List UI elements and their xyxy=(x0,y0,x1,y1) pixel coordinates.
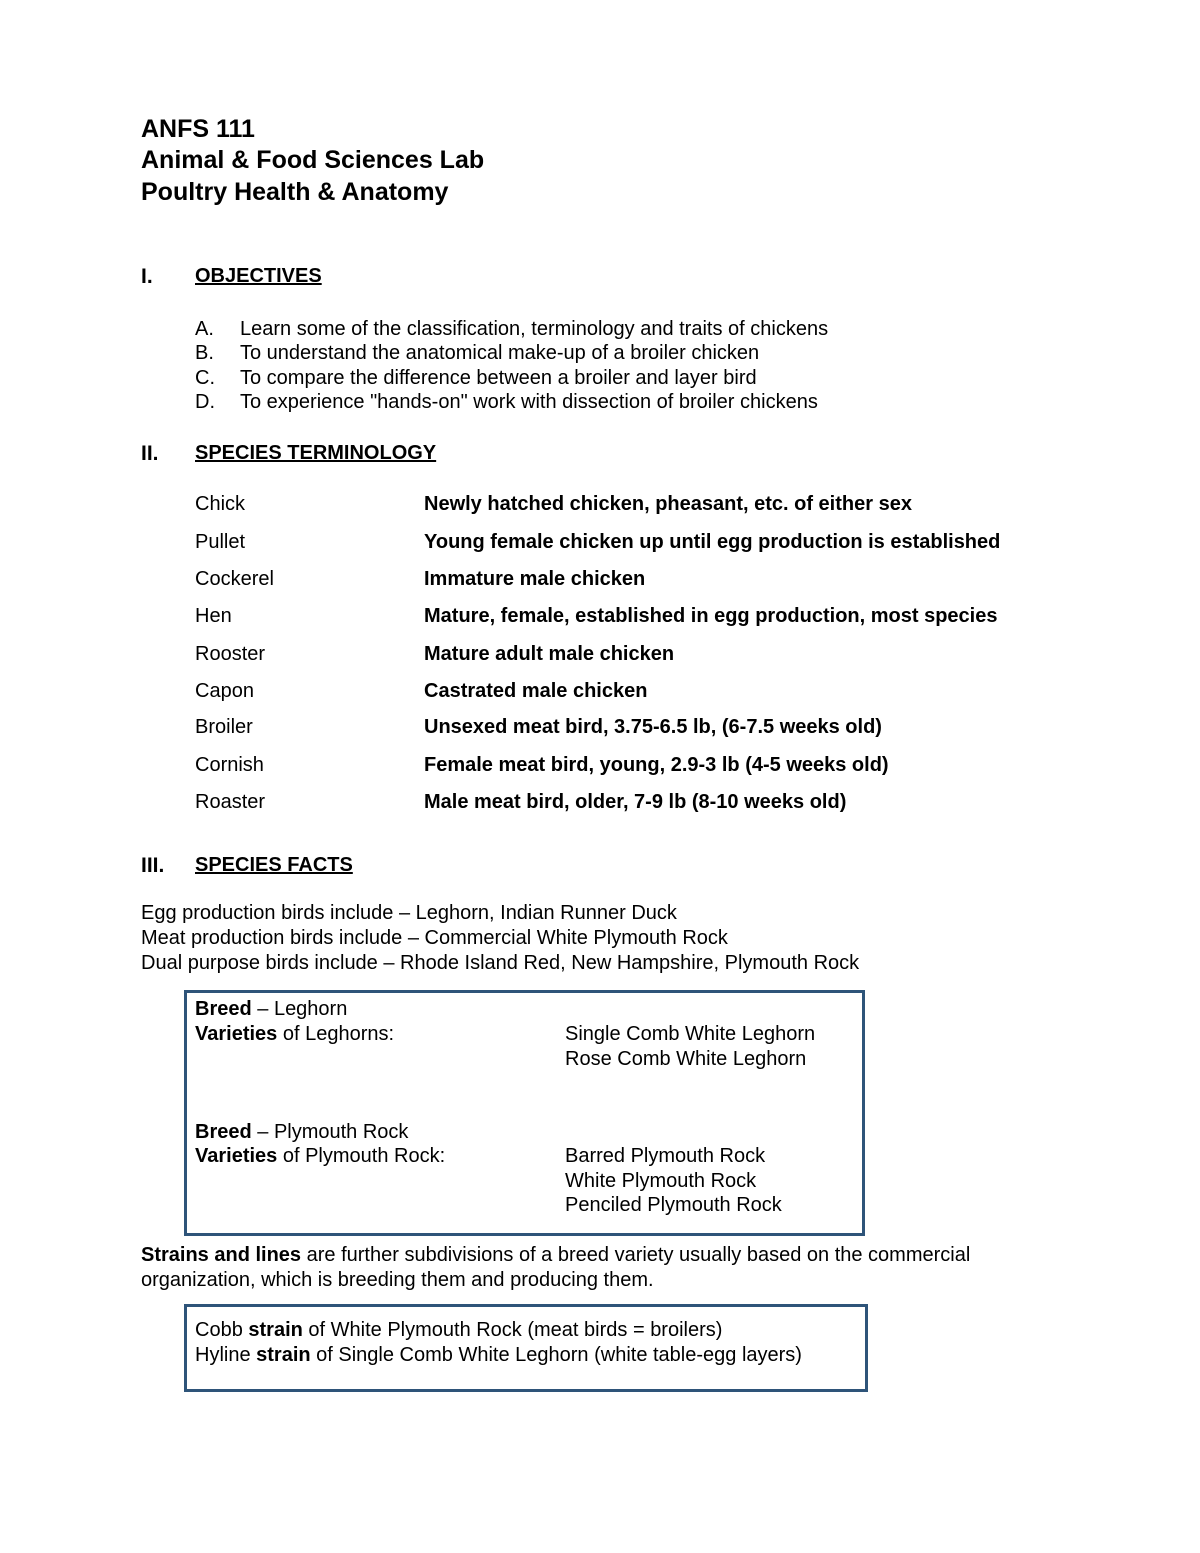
term-definition: Mature, female, established in egg production, most species xyxy=(424,605,998,627)
lab-title: Animal & Food Sciences Lab xyxy=(141,146,485,174)
topic-title: Poultry Health & Anatomy xyxy=(141,178,449,206)
variety-item: White Plymouth Rock xyxy=(565,1170,757,1192)
term-definition: Young female chicken up until egg production is established xyxy=(424,531,1001,553)
strain-line: Hyline strain of Single Comb White Leghorn (white table-egg layers) xyxy=(195,1344,802,1366)
term-definition: Newly hatched chicken, pheasant, etc. of either sex xyxy=(424,493,912,515)
section-1-number: I. xyxy=(141,265,153,288)
term-definition: Male meat bird, older, 7-9 lb (8-10 weeks old) xyxy=(424,791,847,813)
section-2-number: II. xyxy=(141,442,159,465)
term-definition: Immature male chicken xyxy=(424,568,646,590)
section-3-number: III. xyxy=(141,854,165,877)
varieties-line: Varieties of Leghorns: xyxy=(195,1023,395,1045)
strains-paragraph-line-2: organization, which is breeding them and producing them. xyxy=(141,1269,654,1291)
breed-line: Breed – Leghorn xyxy=(195,998,348,1020)
course-title: ANFS 111 xyxy=(141,115,255,143)
fact-line: Egg production birds include – Leghorn, Indian Runner Duck xyxy=(141,902,677,924)
term-definition: Female meat bird, young, 2.9-3 lb (4-5 weeks old) xyxy=(424,754,889,776)
term-label: Roaster xyxy=(195,791,266,813)
fact-line: Dual purpose birds include – Rhode Island Red, New Hampshire, Plymouth Rock xyxy=(141,952,860,974)
variety-item: Rose Comb White Leghorn xyxy=(565,1048,807,1070)
section-3-heading: SPECIES FACTS xyxy=(195,854,353,876)
term-label: Hen xyxy=(195,605,232,627)
strain-line: Cobb strain of White Plymouth Rock (meat birds = broilers) xyxy=(195,1319,723,1341)
term-definition: Unsexed meat bird, 3.75-6.5 lb, (6-7.5 weeks old) xyxy=(424,716,882,738)
variety-item: Barred Plymouth Rock xyxy=(565,1145,766,1167)
term-label: Rooster xyxy=(195,643,266,665)
varieties-line: Varieties of Plymouth Rock: xyxy=(195,1145,446,1167)
term-definition: Mature adult male chicken xyxy=(424,643,675,665)
term-label: Cockerel xyxy=(195,568,274,590)
strains-paragraph-line-1: Strains and lines are further subdivisions of a breed variety usually based on the commercial xyxy=(141,1244,971,1266)
term-label: Chick xyxy=(195,493,246,515)
variety-item: Single Comb White Leghorn xyxy=(565,1023,816,1045)
breed-line: Breed – Plymouth Rock xyxy=(195,1121,409,1143)
fact-line: Meat production birds include – Commercial White Plymouth Rock xyxy=(141,927,728,949)
variety-item: Penciled Plymouth Rock xyxy=(565,1194,782,1216)
term-label: Broiler xyxy=(195,716,253,738)
term-label: Capon xyxy=(195,680,254,702)
term-label: Pullet xyxy=(195,531,246,553)
term-definition: Castrated male chicken xyxy=(424,680,648,702)
section-1-heading: OBJECTIVES xyxy=(195,265,322,287)
section-2-heading: SPECIES TERMINOLOGY xyxy=(195,442,437,464)
term-label: Cornish xyxy=(195,754,264,776)
